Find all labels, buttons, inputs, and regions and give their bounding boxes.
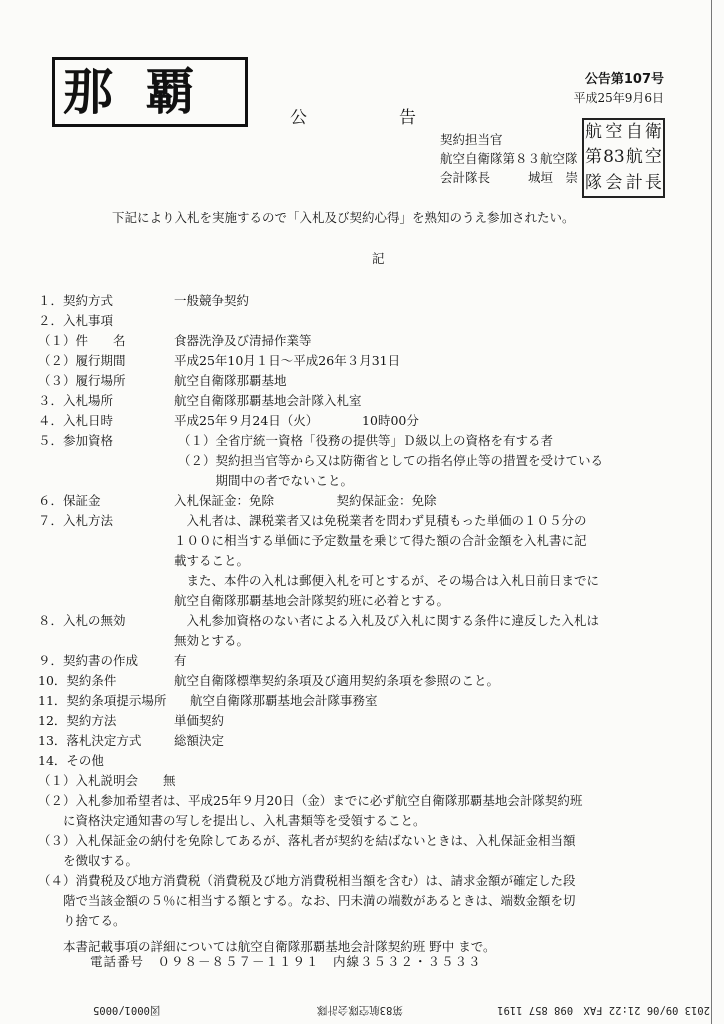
- seal-char: 自: [625, 122, 643, 143]
- item-value: 総額決定: [174, 733, 225, 748]
- item-label: １．契約方式: [38, 293, 114, 308]
- intro-text: 下記により入札を実施するので「入札及び契約心得」を熟知のうえ参加されたい。: [112, 210, 575, 225]
- list-item: [38, 311, 678, 331]
- fax-footer: [20, 1003, 710, 1018]
- seal-char: 空: [605, 122, 623, 143]
- item-value: 入札保証金：免除 契約保証金：免除: [174, 493, 437, 508]
- other-item: を徴収する。: [38, 853, 139, 868]
- items-list: [38, 291, 678, 957]
- list-item: [38, 571, 678, 591]
- list-item: [38, 611, 678, 631]
- item-label: ２．入札事項: [38, 313, 114, 328]
- item-value: 平成25年９月24日（火） 10時00分: [174, 413, 419, 428]
- item-label: ５．参加資格: [38, 433, 114, 448]
- seal-char: 航: [625, 147, 643, 168]
- list-item: [38, 551, 678, 571]
- item-value: 平成25年10月１日～平成26年３月31日: [174, 353, 401, 368]
- item-label: ９．契約書の作成: [38, 653, 139, 668]
- item-value: 食器洗浄及び清掃作業等: [174, 333, 312, 348]
- item-label: 13．落札決定方式: [38, 733, 142, 748]
- list-item: [38, 591, 678, 611]
- other-item: （２）入札参加希望者は、平成25年９月20日（金）までに必ず航空自衛隊那覇基地会計隊契約班: [38, 793, 583, 808]
- page-title: 公告: [290, 108, 508, 128]
- item-label: ３．入札場所: [38, 393, 114, 408]
- seal-char: 衛: [644, 122, 662, 143]
- item-value: また、本件の入札は郵便入札を可とするが、その場合は入札日前日までに: [174, 573, 600, 588]
- list-item: [38, 711, 678, 731]
- list-item: [38, 331, 678, 351]
- item-value: 航空自衛隊標準契約条項及び適用契約条項を参照のこと。: [174, 673, 500, 688]
- seal-char: 83: [603, 147, 625, 168]
- item-value: １００に相当する単価に予定数量を乗じて得た額の合計金額を入札書に記: [174, 533, 587, 548]
- seal-char: 隊: [585, 172, 603, 193]
- list-item: [38, 291, 678, 311]
- list-item: [38, 531, 678, 551]
- item-value: （２）契約担当官等から又は防衛省としての指名停止等の措置を受けている: [178, 453, 604, 468]
- item-value: 航空自衛隊那覇基地会計隊契約班に必着とする。: [174, 593, 450, 608]
- notice-date: 平成25年9月6日: [573, 91, 664, 105]
- item-label: （１）件 名: [38, 333, 126, 348]
- item-label: 12．契約方法: [38, 713, 117, 728]
- list-item: [38, 471, 678, 491]
- list-item: [38, 371, 678, 391]
- fax-timestamp: 2013 09/06 21:22 FAX 098 857 1191: [497, 1004, 710, 1016]
- other-item: （１）入札説明会 無: [38, 773, 176, 788]
- other-item: 本書記載事項の詳細については航空自衛隊那覇基地会計隊契約班 野中 まで。: [38, 939, 496, 954]
- fax-page: 図0001/0005: [92, 1004, 161, 1016]
- notice-number: 公告第107号: [584, 72, 664, 87]
- item-value: 有: [174, 653, 187, 668]
- list-item: [38, 511, 678, 531]
- seal-char: 会: [605, 172, 623, 193]
- issuer-role: 会計隊長: [440, 170, 491, 185]
- list-item: [38, 731, 678, 751]
- item-label: ６．保証金: [38, 493, 101, 508]
- list-item: [38, 411, 678, 431]
- fax-sender: 第83航空隊会計隊: [316, 1004, 403, 1016]
- other-item: （３）入札保証金の納付を免除してあるが、落札者が契約を結ばないときは、入札保証金相当額: [38, 833, 576, 848]
- phone-number: 電話番号 ０９８－８５７－１１９１ 内線３５３２・３５３３: [90, 954, 482, 969]
- item-value: 入札参加資格のない者による入札及び入札に関する条件に違反した入札は: [174, 613, 600, 628]
- item-value: （１）全省庁統一資格「役務の提供等」Ｄ級以上の資格を有する者: [178, 433, 554, 448]
- seal-char: 計: [625, 172, 643, 193]
- list-item: [38, 671, 678, 691]
- item-label: ４．入札日時: [38, 413, 114, 428]
- list-item: [38, 631, 678, 651]
- list-item: [38, 691, 678, 711]
- other-item: に資格決定通知書の写しを提出し、入札書類等を受領すること。: [38, 813, 426, 828]
- item-label: 14．その他: [38, 753, 104, 768]
- item-value: 無効とする。: [174, 633, 250, 648]
- item-label: 11．契約条項提示場所: [38, 693, 167, 708]
- item-value: 航空自衛隊那覇基地会計隊事務室: [190, 693, 378, 708]
- other-item: 階で当該金額の５％に相当する額とする。なお、円未満の端数があるときは、端数金額を切: [38, 893, 576, 908]
- item-label: （３）履行場所: [38, 373, 126, 388]
- issuer-unit: 航空自衛隊第８３航空隊: [440, 151, 578, 166]
- city-stamp: 那覇: [52, 57, 248, 127]
- list-item: [38, 491, 678, 511]
- seal-char: 長: [644, 172, 662, 193]
- item-value: 入札者は、課税業者又は免税業者を問わず見積もった単価の１０５分の: [174, 513, 587, 528]
- item-label: ７．入札方法: [38, 513, 114, 528]
- section-heading: 記: [372, 251, 385, 266]
- issuer-block: [440, 130, 578, 187]
- seal-char: 空: [644, 147, 662, 168]
- item-label: ８．入札の無効: [38, 613, 126, 628]
- list-item: [38, 391, 678, 411]
- list-item: [38, 351, 678, 371]
- other-item: （４）消費税及び地方消費税（消費税及び地方消費税相当額を含む）は、請求金額が確定した段: [38, 873, 576, 888]
- issuer-name: 城垣 崇: [528, 170, 579, 185]
- page-edge: [711, 0, 712, 1024]
- seal-char: 第: [585, 147, 603, 168]
- item-value: 航空自衛隊那覇基地会計隊入札室: [174, 393, 362, 408]
- list-item: [38, 751, 678, 771]
- official-seal: [582, 118, 665, 198]
- issuer-name-line: [440, 168, 578, 187]
- item-label: （２）履行期間: [38, 353, 126, 368]
- item-value: 航空自衛隊那覇基地: [174, 373, 287, 388]
- other-item: り捨てる。: [38, 913, 126, 928]
- list-item: [38, 451, 678, 471]
- item-value: 一般競争契約: [174, 293, 250, 308]
- item-value: 単価契約: [174, 713, 225, 728]
- seal-char: 航: [585, 122, 603, 143]
- item-value: 載すること。: [174, 553, 250, 568]
- issuer-title: 契約担当官: [440, 132, 503, 147]
- item-label: 10．契約条件: [38, 673, 117, 688]
- item-value: 期間中の者でないこと。: [178, 473, 354, 488]
- list-item: [38, 431, 678, 451]
- list-item: [38, 651, 678, 671]
